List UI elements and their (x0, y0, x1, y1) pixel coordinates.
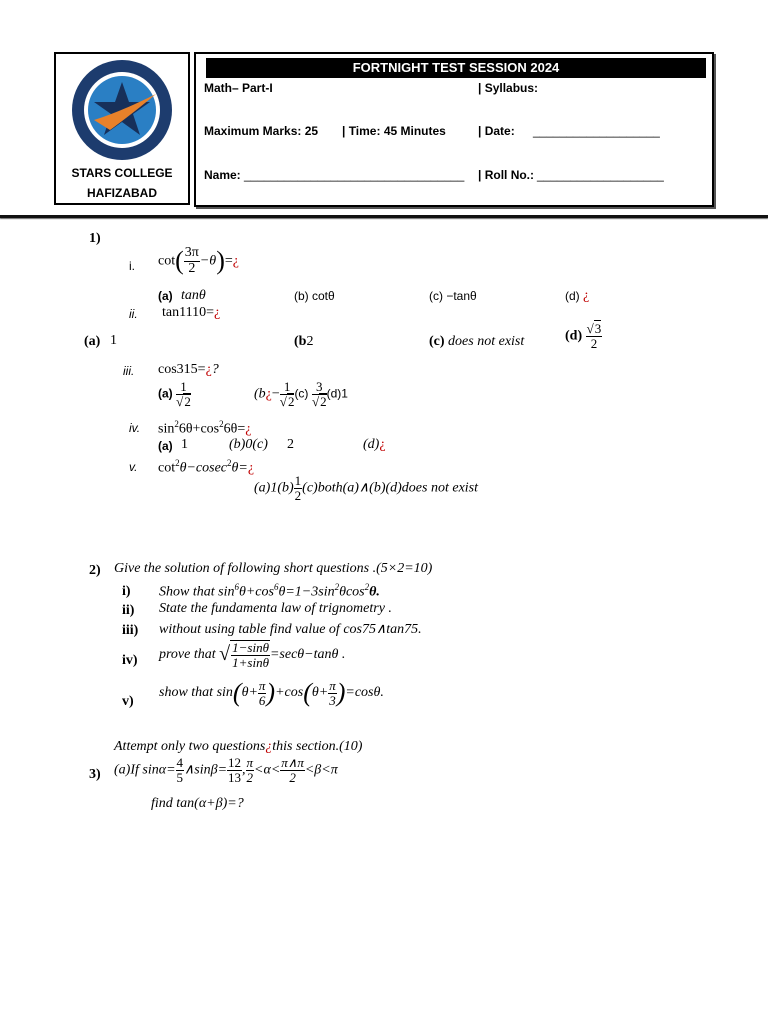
q1-v-numeral: v. (129, 460, 138, 474)
section3-intro: Attempt only two questions¿this section.(10) (114, 739, 363, 754)
q1-i-option-c: (c) −tanθ (429, 289, 477, 303)
q1-v-question: $\cot^2\theta-cosec^2\theta=¿$ (158, 458, 255, 476)
q1-ii-option-a-label: (a) (84, 334, 101, 349)
q1-iv-option-a-label: (a) (158, 439, 173, 453)
college-name: STARS COLLEGE (71, 166, 173, 180)
q1-i-question: cot( $\frac{3\pi}{2}$ −θ)=¿ (158, 245, 239, 276)
q1-iii-numeral: iii. (123, 364, 135, 378)
q1-iv-option-a: 1 (181, 437, 188, 452)
q3-number: 3) (89, 767, 101, 782)
q1-iv-numeral: iv. (129, 421, 141, 435)
q1-i-option-d: ¿ (583, 288, 590, 303)
q2-i-text: Show that $\sin^6\theta+\cos^6\theta=1-3\sin^2\theta\cos^2\theta$. (159, 582, 380, 600)
test-title: FORTNIGHT TEST SESSION 2024 (206, 58, 706, 78)
college-logo (70, 58, 174, 162)
syllabus-label: | Syllabus: (478, 81, 539, 95)
logo-panel (54, 52, 190, 205)
q1-ii-numeral: ii. (129, 307, 138, 321)
q1-iv-option-d: (d)¿ (363, 437, 386, 452)
time-allowed: | Time: 45 Minutes (342, 124, 446, 138)
q1-ii-option-b: (b2 (294, 334, 314, 349)
subject: Math– Part-I (204, 81, 273, 95)
test-info-panel (194, 52, 714, 207)
q1-iv-option-bc: (b)0(c) (229, 437, 268, 452)
q1-iii-options-bcd: (b¿− $\frac{1}{√2}$ (c) $\frac{3}{√2}$ (d)1 (254, 379, 348, 409)
q1-i-option-a: tanθ (181, 288, 206, 303)
roll-field[interactable]: ___________________ (537, 168, 664, 182)
college-city: HAFIZABAD (87, 186, 157, 200)
q1-iv-option-c: 2 (287, 437, 294, 452)
header-divider (0, 215, 768, 218)
max-marks: Maximum Marks: 25 (204, 124, 319, 138)
q2-ii-text: State the fundamenta law of trignometry . (159, 601, 392, 616)
q1-i-numeral: i. (129, 259, 135, 273)
q1-v-options: (a)1(b) $\frac{1}{2}$ (c)both(a)∧(b)(d)does not exist (254, 473, 479, 503)
q2-iii-text: without using table find value of cos75∧tan75. (159, 622, 422, 637)
q1-ii-option-c: (c) does not exist (429, 334, 525, 349)
q2-iv-label: iv) (122, 653, 138, 668)
name-field[interactable]: _________________________________ (244, 168, 465, 182)
q2-ii-label: ii) (122, 603, 135, 618)
q3-part-a-line2: find tan(α+β)=? (151, 796, 244, 811)
q1-ii-option-d: (d) $\frac{√3}{2}$ (565, 321, 602, 351)
q2-number: 2) (89, 563, 101, 578)
q1-i-option-b: (b) cotθ (294, 289, 335, 303)
date-field[interactable]: ___________________ (533, 124, 660, 138)
q1-iv-question: $\sin^26\theta+\cos^26\theta=¿$ (158, 419, 252, 437)
q3-part-a: (a)If sinα= $\frac{4}{5}$ ∧sinβ= $\frac{12}{13}$ , $\frac{\pi}{2}$ <α< $\frac{\pi\wedge\pi}{2}$ <β<π (114, 755, 338, 785)
name-label: Name: (204, 168, 241, 182)
q2-heading: Give the solution of following short questions .(5×2=10) (114, 561, 433, 576)
q2-iv-text: prove that √ $\frac{1-\sin\theta}{1+\sin\theta}$ =secθ−tanθ . (159, 640, 346, 670)
q1-ii-option-a: 1 (110, 333, 117, 348)
q1-iii-option-a: (a) $\frac{1}{√2}$ (158, 379, 191, 409)
q1-i-option-a-label: (a) (158, 289, 173, 303)
date-label: | Date: (478, 124, 515, 138)
q2-v-label: v) (122, 694, 134, 709)
roll-label: | Roll No.: (478, 168, 535, 182)
q1-number: 1) (89, 231, 101, 246)
q2-i-label: i) (122, 584, 131, 599)
q2-iii-label: iii) (122, 623, 139, 638)
q1-ii-question: tan1110=¿ (162, 305, 221, 320)
q2-v-text: show that sin(θ+ $\frac{\pi}{6}$ )+cos(θ+ $\frac{\pi}{3}$ )=cosθ. (159, 677, 384, 708)
q1-iii-question: cos315=¿? (158, 362, 219, 377)
q1-i-option-d-label: (d) (565, 289, 580, 303)
